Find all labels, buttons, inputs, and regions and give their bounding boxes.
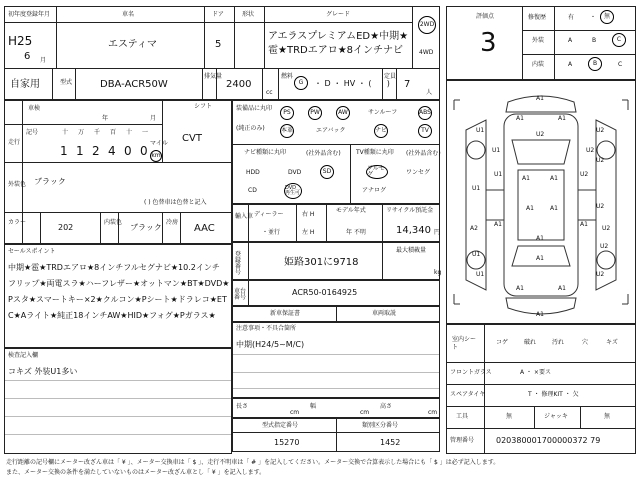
diag-label: U2 <box>596 203 605 210</box>
inspection-month: 月 <box>150 115 157 122</box>
sales-line: C★Aライト★純正18インチAW★HID★フォグ★Pガラス★ <box>8 311 216 320</box>
tv-type-note: (社外品含む) <box>406 150 441 157</box>
jack-header: ジャッキ <box>544 413 568 420</box>
vehicle-manual: 車両取説 <box>372 310 397 317</box>
diag-label: A1 <box>516 285 524 292</box>
cap-header: 定員 <box>384 73 397 80</box>
cap-value: 7 <box>404 79 411 90</box>
import-right: 右 H <box>302 211 315 218</box>
diag-label: U2 <box>600 243 609 250</box>
place-label: 十 <box>126 129 133 136</box>
equip-abs: ABS <box>418 106 432 120</box>
navi-cd: CD <box>248 187 257 194</box>
tv-fullseg: フルセグ <box>366 165 388 179</box>
place-label: 百 <box>110 129 117 136</box>
mileage-digit: 1 <box>60 144 68 158</box>
import-header: 輸入車 <box>235 213 254 220</box>
loading-unit: kg <box>434 269 442 276</box>
km-circle: km <box>150 150 162 162</box>
mileage-digit: 2 <box>92 144 100 158</box>
footer-note-2: また、メーター交換の条件を満たしていないものはメーター改ざん車とし「 ¥ 」を記入します。 <box>6 469 266 476</box>
sales-line: Pスタ★スマートキー×2★クルコン★Pシート★ドラレコ★ET <box>8 295 227 304</box>
mileage-note-header: 記号 <box>26 129 39 136</box>
notes-block <box>232 322 440 398</box>
repair-opt-yes: 有 <box>568 14 575 21</box>
diag-label: A1 <box>536 311 544 318</box>
inspector-block <box>4 348 232 454</box>
color-note: ( ) 色替車は色替と記入 <box>144 199 207 206</box>
diag-label: A1 <box>536 255 544 262</box>
shift-value: CVT <box>182 133 202 144</box>
equip-sunroof: サンルーフ <box>368 109 398 116</box>
inspector-note: コキズ 外装U1多い <box>8 367 78 376</box>
exterior-header: 外装 <box>532 37 545 44</box>
first-reg-header: 初年度登録年月 <box>8 11 51 18</box>
fuel-g-circle: G <box>294 76 308 90</box>
repair-opt-sep: ・ <box>590 14 597 21</box>
shift-label: シフト <box>194 103 213 110</box>
spare-tire-value: T ・ 修理KIT ・ 欠 <box>528 391 579 398</box>
diag-label: U1 <box>492 147 501 154</box>
model-header: 型式 <box>60 79 73 86</box>
ac-header: 冷房 <box>166 219 179 226</box>
diag-label: A1 <box>522 175 530 182</box>
ext-opt-b: B <box>592 37 597 44</box>
import-dealer: ディーラー <box>254 211 284 218</box>
grade-header: グレード <box>326 11 351 18</box>
diag-label: A1 <box>536 95 544 102</box>
mile-unit: マイル <box>150 140 168 147</box>
exterior-color: ブラック <box>34 177 66 186</box>
diag-label: A1 <box>494 221 502 228</box>
model-year-header: モデル年式 <box>336 207 366 214</box>
tv-type-header: TV種類に丸印 <box>356 149 394 156</box>
cap-unit: 人 <box>426 89 433 96</box>
width-unit: cm <box>360 409 370 416</box>
equip-aw: AW <box>336 106 350 120</box>
type-designation-value: 15270 <box>274 438 300 447</box>
navi-hdd: HDD <box>246 169 260 176</box>
repair-header: 修復歴 <box>528 14 547 21</box>
width-label: 幅 <box>310 403 317 410</box>
seat-opt: 穴 <box>582 339 589 346</box>
int-opt-a: A <box>568 61 573 68</box>
equip-airbag: エアバック <box>316 127 346 134</box>
place-label: 一 <box>142 129 149 136</box>
navi-dvd: DVD <box>288 169 302 176</box>
int-opt-c: C <box>618 61 623 68</box>
mileage-digit: 0 <box>140 144 148 158</box>
ac-value: AAC <box>194 223 215 234</box>
chassis-value: ACR50-0164925 <box>292 288 358 297</box>
place-label: 千 <box>94 129 101 136</box>
seat-opt: 破れ <box>524 339 537 346</box>
score-header: 評価点 <box>476 13 495 20</box>
front-glass-header: フロントガラス <box>450 369 492 376</box>
score-value: 3 <box>480 28 497 58</box>
equip-navi: ナビ <box>374 124 388 138</box>
new-car-warranty: 新車保証書 <box>270 310 301 317</box>
seat-opt: キズ <box>606 339 618 346</box>
diag-label: A1 <box>558 285 566 292</box>
int-b-circle: B <box>588 57 602 71</box>
diag-label: U2 <box>596 127 605 134</box>
repair-no-circle: 無 <box>600 10 614 24</box>
diag-label: A1 <box>550 205 558 212</box>
color-code: 202 <box>58 223 74 232</box>
diag-label: U1 <box>476 271 485 278</box>
doors-value: 5 <box>215 39 222 50</box>
diag-label: U1 <box>494 171 503 178</box>
model-year-value: 年 不明 <box>346 229 366 236</box>
equip-ps: PS <box>280 106 294 120</box>
type-designation-header: 型式指定番号 <box>262 422 299 429</box>
cc-unit: cc <box>266 89 273 96</box>
import-parallel: ・並行 <box>262 229 281 236</box>
plate-header: 登録番号 <box>235 251 242 276</box>
mgmt-number: 020380001700000372 79 <box>496 436 601 445</box>
jack-value: 無 <box>604 413 611 420</box>
notes-header: 注意事項・不具合箇所 <box>236 325 297 332</box>
tools-value: 無 <box>506 413 513 420</box>
interior-color: ブラック <box>130 223 162 232</box>
diag-label: A1 <box>536 235 544 242</box>
equip-leather: 本革 <box>280 124 294 138</box>
interior-header: 内装 <box>532 61 545 68</box>
navi-dvd-play: DVD再生可 <box>284 183 302 199</box>
disp-header: 排気量 <box>204 73 223 80</box>
equip-header-note: (純正のみ) <box>236 125 265 132</box>
import-left: 左 H <box>302 229 315 236</box>
sales-line: フリップ★両電スラ★ハーフレザー★オットマン★BT★DVD★ <box>8 279 230 288</box>
class-number-header: 類別区分番号 <box>362 422 399 429</box>
diag-label: U2 <box>580 171 589 178</box>
plate-value: 姫路301に9718 <box>284 257 359 268</box>
recycle-header: リサイクル預託金 <box>386 207 434 214</box>
disp-value: 2400 <box>226 79 252 90</box>
height-label: 高さ <box>380 403 393 410</box>
notes-value: 中期(H24/5~M/C) <box>236 340 305 349</box>
loading-header: 最大積載量 <box>396 247 427 254</box>
seat-opt: 汚れ <box>552 339 565 346</box>
diag-label: U2 <box>596 271 605 278</box>
diag-label: U2 <box>602 225 611 232</box>
recycle-value: 14,340 <box>396 225 431 236</box>
diag-label: U2 <box>596 157 605 164</box>
mileage-digit: 4 <box>108 144 116 158</box>
fuel-header: 燃料 <box>281 73 294 80</box>
first-reg-year: H25 <box>8 34 33 48</box>
color-code-header: カラー <box>8 219 27 226</box>
diag-label: A2 <box>470 225 478 232</box>
grade-line1: アエラスプレミアムED★中期★ <box>268 31 409 42</box>
doors-header: ドア <box>212 11 224 18</box>
place-label: 万 <box>78 129 85 136</box>
diag-label: U1 <box>476 127 485 134</box>
first-reg-month-unit: 月 <box>40 57 47 64</box>
spare-tire-header: スペアタイヤ <box>450 391 486 398</box>
footer-note-1: 走行距離の記号欄にメーター改ざん車は「 ¥ 」、メーター交換車は「 $ 」、走行不明車は「 # 」を記入してください。メーター交換で合算表示した場合にも「 $ 」は必ず記入します。 <box>6 459 500 466</box>
model-value: DBA-ACR50W <box>100 79 168 90</box>
inspection-year: 年 <box>102 115 109 122</box>
navi-type-header: ナビ種類に丸印 <box>244 149 287 156</box>
tv-analog: アナログ <box>362 187 387 194</box>
inspection-header: 車検 <box>28 105 41 112</box>
grade-line2: 雹★TRDエアロ★8インチナビ <box>268 45 404 56</box>
navi-type-note: (社外品含む) <box>306 150 341 157</box>
mileage-digit: 0 <box>124 144 132 158</box>
dims-block <box>232 398 440 418</box>
diag-label: A1 <box>580 221 588 228</box>
place-label: 十 <box>62 129 69 136</box>
inspector-header: 検査記入欄 <box>8 352 39 359</box>
length-unit: cm <box>290 409 300 416</box>
drive-circle: 2WD <box>418 16 436 34</box>
equip-header: 装備品に丸印 <box>236 105 273 112</box>
class-number-value: 1452 <box>380 438 401 447</box>
mileage-digit: 1 <box>76 144 84 158</box>
interior-seat-header: 室内シート <box>452 336 477 352</box>
diag-label: A1 <box>516 115 524 122</box>
ext-c-circle: C <box>612 33 626 47</box>
drive-value: 4WD <box>419 49 434 56</box>
mgmt-header: 管理番号 <box>450 437 475 444</box>
equip-pw: PW <box>308 106 322 120</box>
tools-header: 工具 <box>456 413 469 420</box>
seat-opt: コゲ <box>496 339 509 346</box>
use-value: 自家用 <box>10 79 40 90</box>
tv-oneseg: ワンセグ <box>406 169 431 176</box>
length-label: 長さ <box>236 403 249 410</box>
diag-label: U1 <box>472 185 481 192</box>
first-reg-month: 6 <box>24 51 31 62</box>
diag-label: U2 <box>536 131 545 138</box>
diag-label: A1 <box>526 205 534 212</box>
interior-color-header: 内装色 <box>104 219 123 226</box>
shape-header: 形状 <box>242 11 255 18</box>
diag-label: A1 <box>550 175 558 182</box>
chassis-header: 車台番号 <box>234 288 247 301</box>
diag-label: A1 <box>558 115 566 122</box>
diag-label: U1 <box>472 251 481 258</box>
equip-tv: TV <box>418 124 432 138</box>
car-name: エスティマ <box>108 39 157 50</box>
ext-opt-a: A <box>568 37 573 44</box>
fuel-other: ・ D ・ HV ・ ( ) <box>314 79 390 88</box>
diag-label: U2 <box>586 147 595 154</box>
front-glass-value: A ・ ×要ス <box>520 369 551 376</box>
height-unit: cm <box>428 409 438 416</box>
navi-sd: SD <box>320 165 334 179</box>
recycle-unit: 円 <box>434 229 441 236</box>
sales-line: 中期★雹★TRDエアロ★8インチフルセグナビ★10.2インチ <box>8 263 220 272</box>
mileage-header: 走行 <box>8 139 21 146</box>
exterior-color-header: 外装色 <box>8 181 27 188</box>
sales-header: セールスポイント <box>8 248 56 255</box>
car-diagram <box>446 80 636 324</box>
car-name-header: 車名 <box>122 11 135 18</box>
